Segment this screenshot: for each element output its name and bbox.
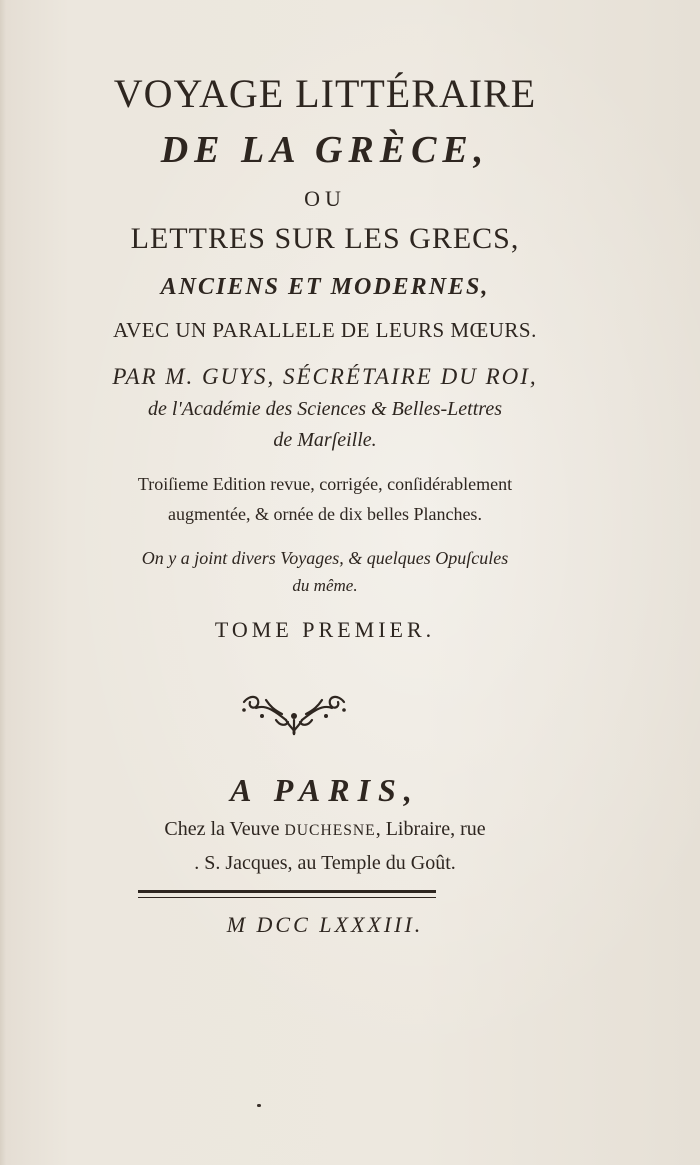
- page-edge-shadow: [0, 0, 6, 1165]
- author-line-1: PAR M. GUYS, SÉCRÉTAIRE DU ROI,: [112, 364, 538, 389]
- edition-line-2: augmentée, & ornée de dix belles Planches.: [168, 504, 482, 524]
- imprint-line-2: . S. Jacques, au Temple du Goût.: [194, 852, 456, 874]
- title-line-5: ANCIENS ET MODERNES,: [160, 274, 490, 300]
- imprint-date: M DCC LXXXIII.: [226, 912, 424, 937]
- title-line-2: DE LA GRÈCE,: [160, 129, 490, 171]
- imprint-line-1-suffix: , Libraire, rue: [375, 818, 486, 840]
- supplement-line-2: du même.: [292, 576, 358, 595]
- double-rule-thin: [138, 897, 436, 898]
- double-rule-thick: [138, 890, 436, 893]
- title-line-4: LETTRES SUR LES GRECS,: [130, 222, 520, 255]
- author-line-2: de l'Académie des Sciences & Belles-Lettres: [148, 398, 502, 420]
- supplement-line-1: On y a joint divers Voyages, & quelques Opuſcules: [141, 548, 509, 568]
- title-line-6: AVEC UN PARALLELE DE LEURS MŒURS.: [113, 318, 537, 342]
- imprint-line-1-prefix: Chez la Veuve: [164, 818, 285, 840]
- printers-ornament-icon: [236, 690, 352, 736]
- publisher-name: DUCHESNE: [284, 822, 376, 839]
- imprint-city: A PARIS,: [230, 772, 420, 808]
- imprint-line-1: [60, 818, 590, 841]
- edition-line-1: Troiſieme Edition revue, corrigée, conſidérablement: [137, 474, 513, 494]
- volume-label: TOME PREMIER.: [214, 617, 436, 642]
- paper-speck: [257, 1104, 261, 1107]
- title-line-3: OU: [304, 186, 346, 211]
- title-line-1: VOYAGE LITTÉRAIRE: [113, 71, 537, 116]
- author-line-3: de Marſeille.: [273, 429, 377, 451]
